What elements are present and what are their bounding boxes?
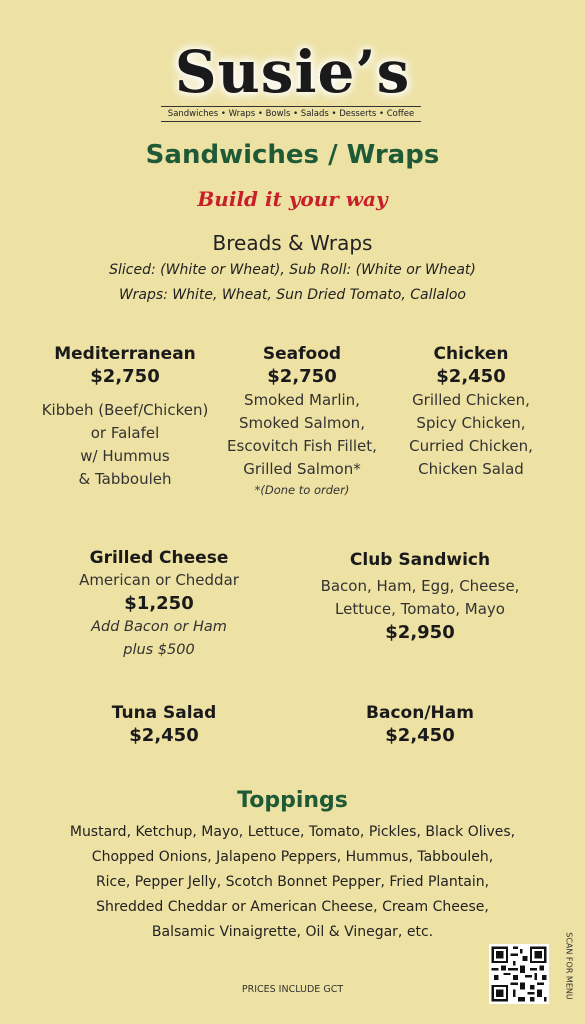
item-desc-line: Grilled Chicken, bbox=[412, 391, 530, 409]
breads-line-1: Sliced: (White or Wheat), Sub Roll: (White or Wheat) bbox=[109, 262, 476, 278]
prices-include-gct: PRICES INCLUDE GCT bbox=[241, 984, 344, 995]
item-price: $2,450 bbox=[129, 725, 199, 746]
item-addon-line: Add Bacon or Ham bbox=[91, 619, 227, 635]
item-desc-line: Curried Chicken, bbox=[409, 437, 533, 455]
item-desc-line: Chicken Salad bbox=[418, 460, 524, 478]
item-name: Tuna Salad bbox=[111, 703, 217, 723]
item-name: Mediterranean bbox=[54, 344, 196, 364]
item-grilled-cheese bbox=[54, 547, 264, 662]
item-desc-line: American or Cheddar bbox=[79, 571, 239, 589]
item-chicken bbox=[386, 343, 556, 481]
item-price: $1,250 bbox=[124, 593, 194, 614]
toppings-list bbox=[0, 820, 585, 945]
item-name: Bacon/Ham bbox=[366, 703, 474, 723]
tagline-box bbox=[161, 106, 421, 122]
item-name: Club Sandwich bbox=[349, 550, 491, 570]
scan-for-menu-label bbox=[562, 924, 576, 1008]
item-price: $2,450 bbox=[436, 366, 506, 387]
item-price: $2,950 bbox=[385, 622, 455, 643]
item-desc-line: Kibbeh (Beef/Chicken) bbox=[41, 401, 209, 419]
section-subtitle: Build it your way bbox=[197, 187, 388, 211]
item-desc-line: Lettuce, Tomato, Mayo bbox=[335, 600, 505, 618]
toppings-line: Shredded Cheddar or American Cheese, Cream Cheese, bbox=[96, 899, 489, 915]
item-price: $2,750 bbox=[90, 366, 160, 387]
toppings-line: Chopped Onions, Jalapeno Peppers, Hummus, Tabbouleh, bbox=[91, 849, 494, 865]
item-note: *(Done to order) bbox=[254, 483, 350, 497]
item-desc-line: Bacon, Ham, Egg, Cheese, bbox=[320, 577, 520, 595]
logo: Susie’s bbox=[174, 38, 411, 106]
item-desc-line: Escovitch Fish Fillet, bbox=[227, 437, 377, 455]
item-desc-line: w/ Hummus bbox=[80, 447, 170, 465]
toppings-line: Rice, Pepper Jelly, Scotch Bonnet Pepper, Fried Plantain, bbox=[95, 874, 490, 890]
item-name: Grilled Cheese bbox=[89, 548, 229, 568]
breads-line-2: Wraps: White, Wheat, Sun Dried Tomato, Callaloo bbox=[119, 287, 466, 303]
item-mediterranean bbox=[30, 343, 220, 491]
item-desc-line: or Falafel bbox=[90, 424, 160, 442]
toppings-heading: Toppings bbox=[237, 788, 348, 813]
qr-code-icon[interactable] bbox=[489, 944, 549, 1004]
item-addon-line: plus $500 bbox=[123, 642, 195, 658]
toppings-line: Mustard, Ketchup, Mayo, Lettuce, Tomato, Pickles, Black Olives, bbox=[69, 824, 516, 840]
item-price: $2,450 bbox=[385, 725, 455, 746]
tagline: Sandwiches • Wraps • Bowls • Salads • Desserts • Coffee bbox=[167, 109, 415, 119]
item-club-sandwich bbox=[300, 549, 540, 645]
breads-heading: Breads & Wraps bbox=[212, 231, 373, 255]
item-name: Seafood bbox=[262, 344, 342, 364]
section-title: Sandwiches / Wraps bbox=[145, 140, 440, 170]
item-price: $2,750 bbox=[267, 366, 337, 387]
item-desc-line: Smoked Marlin, bbox=[244, 391, 360, 409]
scan-for-menu-text: SCAN FOR MENU bbox=[564, 932, 574, 1000]
item-tuna-salad bbox=[74, 702, 254, 748]
item-name: Chicken bbox=[433, 344, 509, 364]
item-desc-line: & Tabbouleh bbox=[78, 470, 172, 488]
item-bacon-ham bbox=[330, 702, 510, 748]
item-desc-line: Smoked Salmon, bbox=[239, 414, 365, 432]
item-desc-line: Grilled Salmon* bbox=[243, 460, 361, 478]
item-seafood bbox=[212, 343, 392, 499]
item-desc-line: Spicy Chicken, bbox=[416, 414, 526, 432]
toppings-line: Balsamic Vinaigrette, Oil & Vinegar, etc. bbox=[151, 924, 434, 940]
